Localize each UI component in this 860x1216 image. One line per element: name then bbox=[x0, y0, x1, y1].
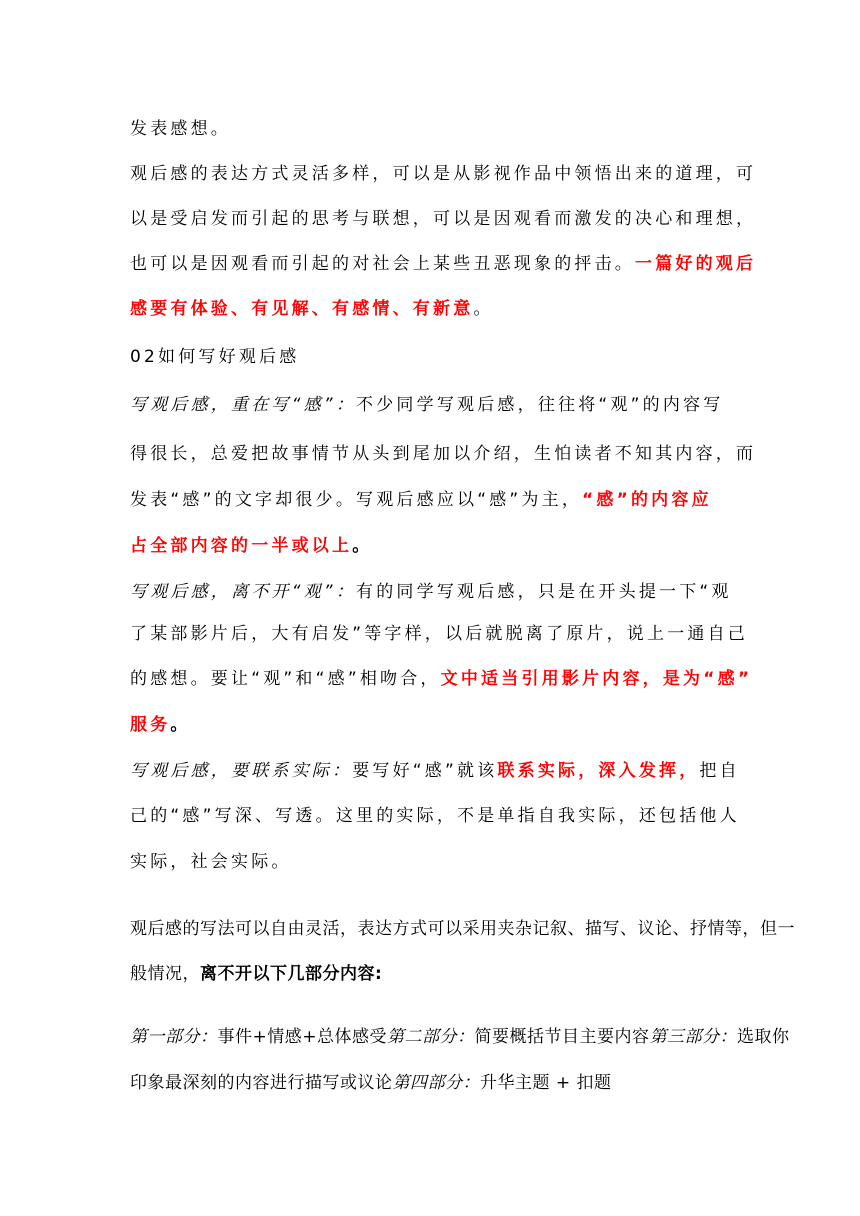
text-line: 也可以是因观看而引起的对社会上某些丑恶现象的抨击。一篇好的观后 bbox=[130, 254, 757, 274]
text-line: 得很长，总爱把故事情节从头到尾加以介绍，生怕读者不知其内容，而 bbox=[130, 444, 757, 464]
italic-lead: 第二部分： bbox=[387, 1027, 475, 1047]
highlight-text: 占全部内容的一半或以上 bbox=[130, 536, 353, 556]
text-line: 了某部影片后，大有启发”等字样，以后就脱离了原片，说上一通自己 bbox=[130, 624, 749, 644]
text-line: 占全部内容的一半或以上。 bbox=[130, 536, 373, 556]
section-heading: 02如何写好观后感 bbox=[130, 347, 300, 367]
highlight-text: 联系实际，深入发挥， bbox=[497, 761, 700, 781]
italic-lead: 第三部分： bbox=[649, 1027, 737, 1047]
text-line: 印象最深刻的内容进行描写或议论第四部分：升华主题 + 扣题 bbox=[130, 1073, 612, 1093]
text-line: 以是受启发而引起的思考与联想，可以是因观看而激发的决心和理想， bbox=[130, 209, 757, 229]
text-line: 第一部分：事件+情感+总体感受第二部分：简要概括节目主要内容第三部分：选取你 bbox=[130, 1027, 790, 1047]
highlight-text: 一篇好的观后 bbox=[635, 254, 757, 274]
italic-lead: 写观后感，要联系实际： bbox=[130, 761, 353, 781]
text-line: 服务。 bbox=[130, 715, 191, 735]
italic-lead: 第一部分： bbox=[130, 1027, 218, 1047]
highlight-text: “感”的内容应 bbox=[582, 490, 712, 510]
text-line: 感要有体验、有见解、有感情、有新意。 bbox=[130, 299, 494, 319]
highlight-text: 服务 bbox=[130, 715, 171, 735]
text-line: 发表感想。 bbox=[130, 119, 231, 139]
italic-lead: 写观后感，重在写“感”： bbox=[130, 395, 357, 415]
italic-lead: 写观后感，离不开“观”： bbox=[130, 582, 357, 602]
text-line: 写观后感，重在写“感”：不少同学写观后感，往往将“观”的内容写 bbox=[130, 395, 724, 415]
highlight-text: 感要有体验、有见解、有感情、有新意 bbox=[130, 299, 474, 319]
text-line: 写观后感，离不开“观”：有的同学写观后感，只是在开头提一下“观 bbox=[130, 582, 732, 602]
text-line: 实际，社会实际。 bbox=[130, 852, 292, 872]
text-line: 般情况，离不开以下几部分内容: bbox=[130, 964, 383, 984]
text-line: 的感想。要让“观”和“感”相吻合，文中适当引用影片内容，是为“感” bbox=[130, 669, 753, 689]
text-line: 发表“感”的文字却很少。写观后感应以“感”为主，“感”的内容应 bbox=[130, 490, 712, 510]
text-line: 观后感的表达方式灵活多样，可以是从影视作品中领悟出来的道理，可 bbox=[130, 164, 757, 184]
text-line: 观后感的写法可以自由灵活，表达方式可以采用夹杂记叙、描写、议论、抒情等，但一 bbox=[130, 919, 795, 939]
italic-lead: 第四部分： bbox=[392, 1073, 480, 1093]
text-line: 写观后感，要联系实际：要写好“感”就该联系实际，深入发挥，把自 bbox=[130, 761, 740, 781]
highlight-text: 文中适当引用影片内容，是为“感” bbox=[440, 669, 753, 689]
text-line: 己的“感”写深、写透。这里的实际，不是单指自我实际，还包括他人 bbox=[130, 806, 740, 826]
